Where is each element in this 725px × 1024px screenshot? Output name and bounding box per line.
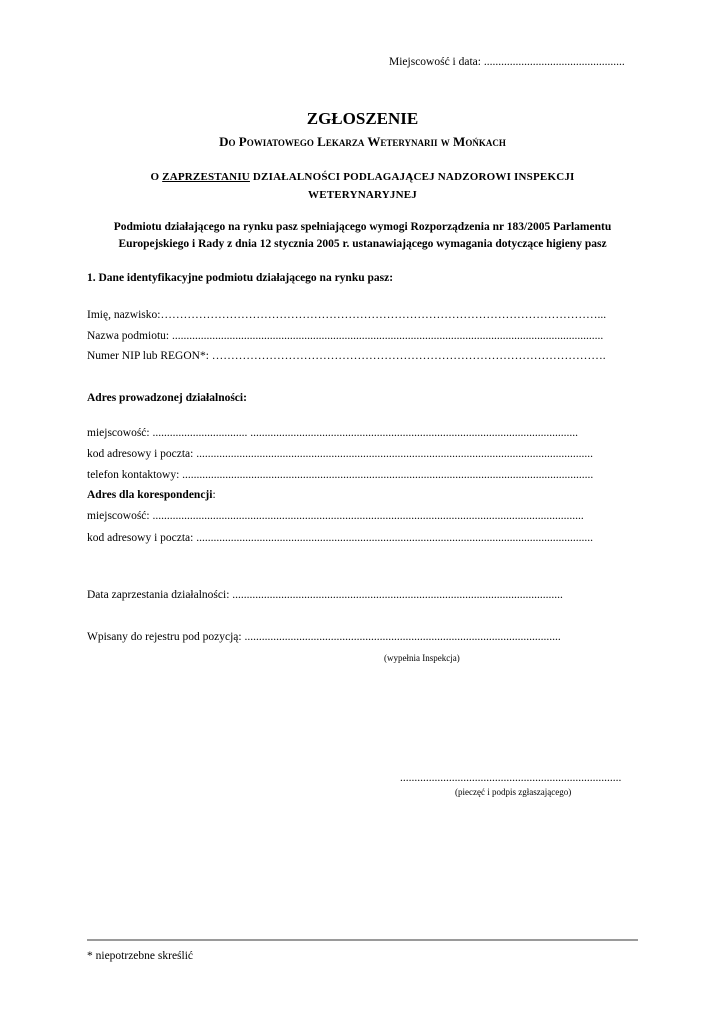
section1-heading: 1. Dane identyfikacyjne podmiotu działającego na rynku pasz: bbox=[87, 272, 394, 284]
subject-line-2: WETERYNARYJNEJ bbox=[308, 189, 417, 201]
subject-underlined: ZAPRZESTANIU bbox=[162, 171, 250, 183]
addressee-subtitle: Do Powiatowego Lekarza Weterynarii w Mońkach bbox=[219, 134, 506, 149]
correspondence-heading-colon: : bbox=[212, 489, 216, 501]
nip-regon-field: Numer NIP lub REGON*: …………………………………………………………………………………………. bbox=[87, 350, 606, 362]
cessation-date-field: Data zaprzestania działalności: ................................................................................................................... bbox=[87, 589, 563, 601]
activity-address-heading: Adres prowadzonej działalności: bbox=[87, 392, 247, 404]
correspondence-heading-text: Adres dla korespondencji bbox=[87, 489, 213, 501]
correspondence-city-field: miejscowość: ...................................................................................................................................................... bbox=[87, 510, 584, 522]
correspondence-address-heading bbox=[87, 489, 216, 501]
activity-postal-field: kod adresowy i poczta: .......................................................................................................................................... bbox=[87, 448, 593, 460]
subject-line-1 bbox=[0, 171, 725, 183]
regulation-line-1: Podmiotu działającego na rynku pasz spełniającego wymogi Rozporządzenia nr 183/2005 Parlamentu bbox=[113, 221, 612, 233]
activity-city-field: miejscowość: ................................. .................................................................................................................. bbox=[87, 427, 578, 439]
subject-prefix: O bbox=[150, 171, 163, 183]
footnote-divider bbox=[87, 939, 638, 941]
signature-line: ............................................................................. bbox=[400, 772, 622, 784]
subject-suffix: DZIAŁALNOŚCI PODLAGAJĄCEJ NADZOROWI INSPEKCJI bbox=[249, 171, 575, 183]
activity-phone-field: telefon kontaktowy: ............................................................................................................................................... bbox=[87, 469, 594, 481]
entity-name-field: Nazwa podmiotu: ...................................................................................................................................................... bbox=[87, 330, 604, 342]
document-title: ZGŁOSZENIE bbox=[306, 109, 419, 128]
correspondence-postal-field: kod adresowy i poczta: .......................................................................................................................................... bbox=[87, 532, 593, 544]
name-field: Imię, nazwisko:……………………………………………………………………………………………………... bbox=[87, 309, 607, 321]
regulation-line-2: Europejskiego i Rady z dnia 12 stycznia 2005 r. ustanawiającego wymagania dotyczące higieny pasz bbox=[118, 238, 607, 250]
registry-note: (wypełnia Inspekcja) bbox=[384, 653, 460, 663]
place-date-field: Miejscowość i data: ................................................. bbox=[389, 56, 625, 68]
footnote: * niepotrzebne skreślić bbox=[87, 950, 194, 962]
registry-field: Wpisany do rejestru pod pozycją: .............................................................................................................. bbox=[87, 631, 561, 643]
signature-caption: (pieczęć i podpis zgłaszającego) bbox=[455, 787, 572, 797]
